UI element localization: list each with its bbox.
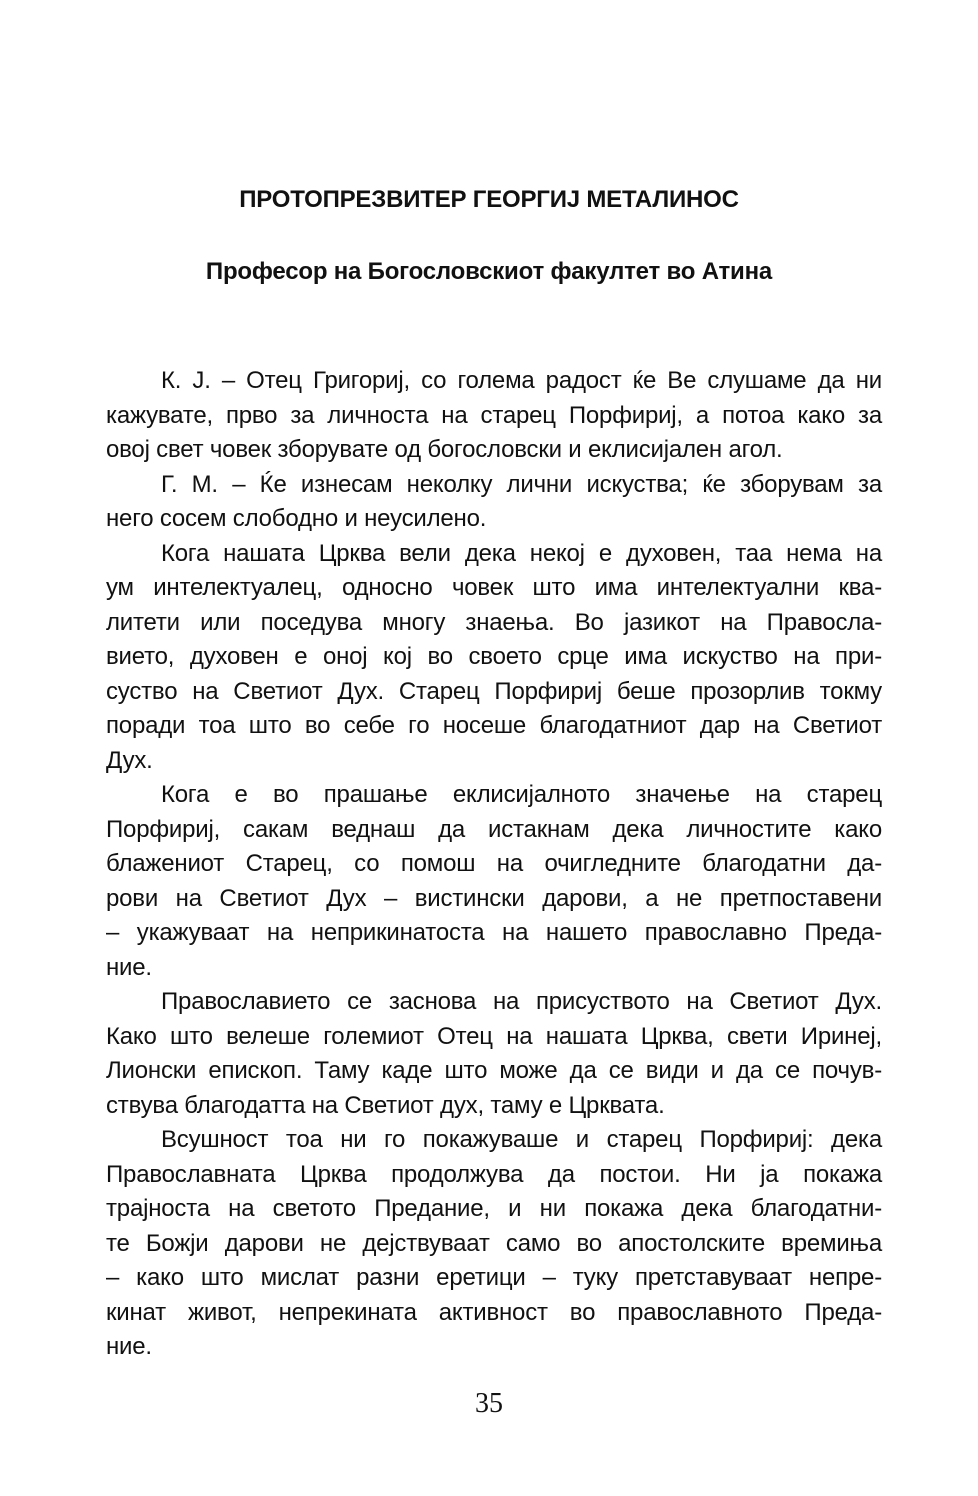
text-line: Г. М. – Ќе изнесам неколку лични искуства; ќе зборувам за (161, 470, 882, 498)
text-line: ствува благодатта на Светиот дух, таму е Црквата. (106, 1091, 665, 1119)
text-line: поради тоа што во себе го носеше благодатниот дар на Светиот (106, 712, 882, 739)
text-line: литети или поседува многу знаења. Во јазикот на Правосла- (106, 608, 882, 636)
page-number: 35 (475, 1388, 503, 1419)
text-line: него сосем слободно и неусилено. (106, 505, 487, 532)
text-line: Дух. (106, 746, 153, 774)
paragraph (106, 778, 882, 985)
text-line: ние. (106, 1333, 152, 1360)
text-line: трајноста на светото Предание, и ни покажа дека благодатни- (106, 1195, 882, 1222)
text-line: Како што велеше големиот Отец на нашата Црква, свети Иринеј, (106, 1022, 882, 1050)
text-line: Кога нашата Црква вели дека некој е духовен, таа нема на (161, 539, 882, 567)
text-line: суство на Светиот Дух. Старец Порфириј беше прозорлив токму (106, 677, 882, 705)
text-line: ние. (106, 953, 152, 981)
text-line: вието, духовен е оној кој во своето срце има искуство на при- (106, 643, 882, 670)
text-line: овој свет човек зборувате од богословски и еклисијален агол. (106, 436, 783, 463)
text-line: К. Ј. – Отец Григориј, со голема радост ќе Ве слушаме да ни (161, 367, 882, 394)
text-line: Лионски епископ. Таму каде што може да се види и да се почув- (106, 1057, 882, 1084)
body-text (106, 364, 882, 1365)
text-line: – како што мислат разни еретици – туку претставуваат непре- (106, 1264, 882, 1291)
text-line: Кога е во прашање еклисијалното значење на старец (161, 781, 882, 808)
paragraph (106, 537, 882, 779)
page-title: ПРОТОПРЕЗВИТЕР ГЕОРГИЈ МЕТАЛИНОС (239, 186, 739, 213)
page-subtitle: Професор на Богословскиот факултет во Атина (205, 258, 773, 285)
paragraph (106, 985, 882, 1123)
text-line: блажениот Старец, со помош на очигледните благодатни да- (106, 850, 882, 877)
text-line: Православието се заснова на присуството на Светиот Дух. (161, 988, 882, 1015)
paragraph (106, 468, 882, 537)
text-line: рови на Светиот Дух – вистински дарови, а не претпоставени (106, 884, 882, 912)
paragraph (106, 364, 882, 468)
paragraph (106, 1123, 882, 1365)
text-line: Всушност тоа ни го покажуваше и старец Порфириј: дека (161, 1126, 882, 1153)
text-line: кажувате, прво за личноста на старец Порфириј, а потоа како за (106, 401, 882, 429)
text-line: ум интелектуалец, односно човек што има интелектуални ква- (106, 574, 882, 601)
text-line: Порфириј, сакам веднаш да истакнам дека личностите како (106, 815, 882, 843)
text-line: те Божји дарови не дејствуваат само во апостолските времиња (106, 1229, 882, 1257)
text-line: кинат живот, непрекината активност во православното Преда- (106, 1298, 882, 1326)
text-line: Православната Црква продолжува да постои. Ни ја покажа (106, 1160, 882, 1188)
text-line: – укажуваат на неприкинатоста на нашето православно Преда- (106, 919, 882, 946)
